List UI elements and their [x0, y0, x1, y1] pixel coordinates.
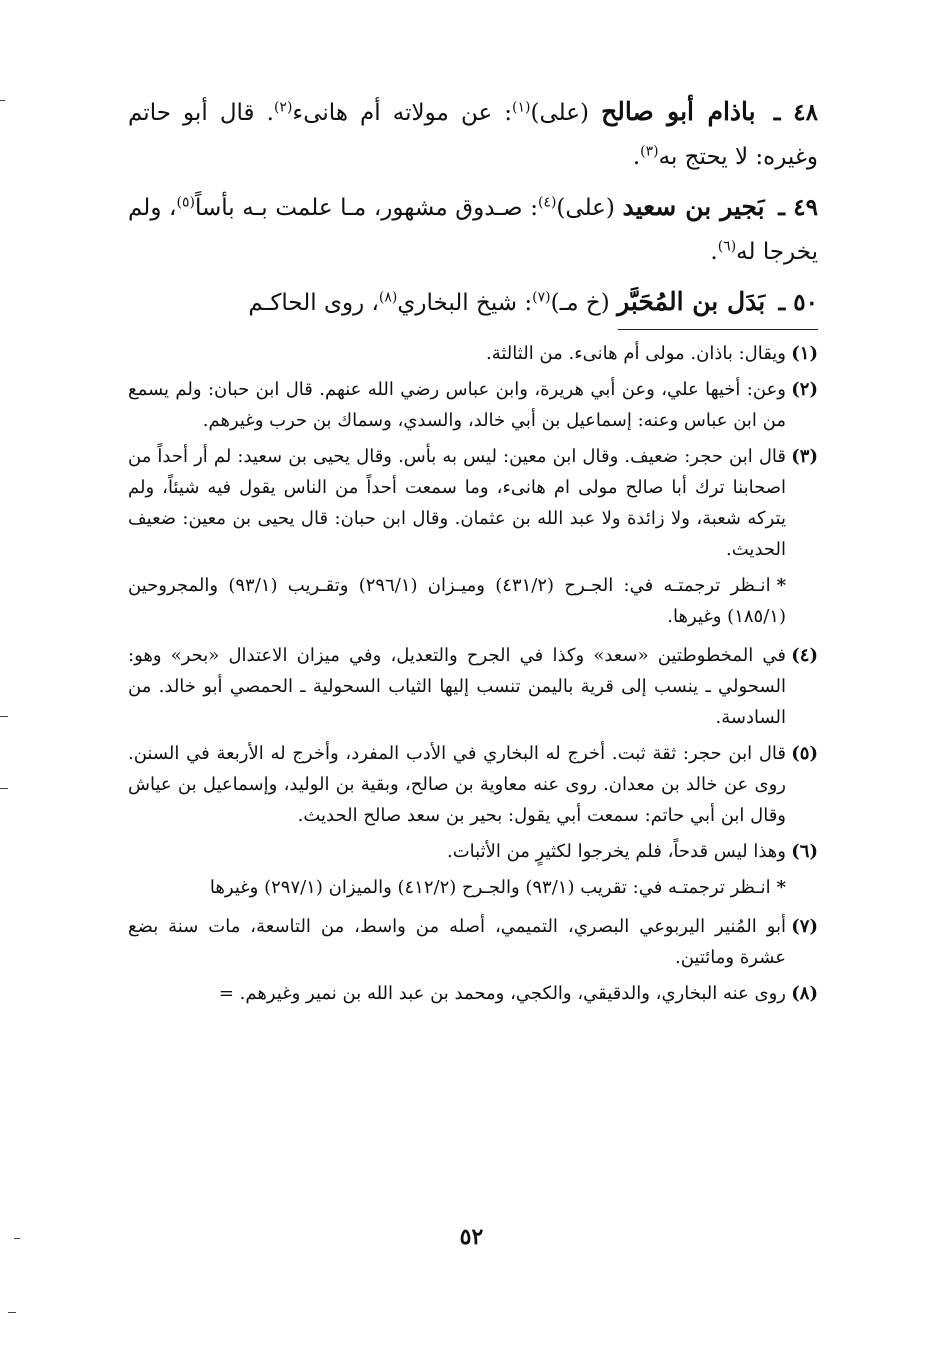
entry-text: ، روى الحاكـم: [248, 290, 379, 316]
biography-entry-49: [128, 185, 818, 274]
footnote-ref-7[interactable]: (٧): [532, 289, 551, 306]
footnote-3-references: [128, 570, 818, 632]
footnote-mark: (٦): [791, 841, 818, 862]
narrator-tag: (خ مـ): [550, 290, 610, 316]
entry-text: ، ولم يخرجا له: [128, 195, 818, 265]
footnote-text: قال ابن حجر: ضعيف. وقال ابن معين: ليس به بأس. وقال يحيى بن سعيد: لم أر أحداً من اصحابنا ترك أبا صالح مولى ام هانىء، وما سمعت أحداً من الناس يقول فيه شيئاً، ولم يتركه شعبة، ولا زائدة ولا عبد الله بن عثمان. وقال ابن حبان: قال يحيى بن معين: ضعيف الحديث.: [128, 446, 786, 560]
entry-text: .: [632, 144, 641, 170]
footnote-ref-4[interactable]: (٤): [537, 194, 557, 211]
footnote-ref-3[interactable]: (٣): [640, 143, 659, 160]
biography-entry-50: [128, 280, 818, 325]
narrator-name: بَجير بن سعيد: [622, 192, 765, 221]
footnote-ref-1[interactable]: (١): [512, 99, 531, 116]
footnote-ref-2[interactable]: (٢): [273, 99, 293, 116]
footnote-text: في المخطوطتين «سعد» وكذا في الجرح والتعديل، وفي ميزان الاعتدال «بحر» وهو: السحولي ـ ينسب إلى قرية باليمن تنسب إليها الثياب السحولية ـ الحمصي أبو خالد. من السادسة.: [128, 645, 786, 728]
footnote-text: وعن: أخيها علي، وعن أبي هريرة، وابن عباس رضي الله عنهم. قال ابن حبان: ولم يسمع من ابن عباس وعنه: إسماعيل بن أبي خالد، والسدي، وسماك بن حرب وغيرهم.: [128, 379, 786, 431]
footnote-mark: (٣): [791, 446, 818, 467]
entry-text: : عن مولاته أم هانىء: [292, 100, 513, 126]
footnote-mark: (١): [791, 343, 818, 364]
footnote-mark: (٢): [791, 379, 818, 400]
footnote-5: [128, 738, 818, 831]
entry-number: ٤٨ ـ: [773, 99, 818, 126]
footnote-text: انـظر ترجمتـه في: الجـرح (٤٣١/٢) وميـزان (٢٩٦/١) وتقـريب (٩٣/١) والمجروحين (١٨٥/١) وغيرها.: [128, 575, 786, 627]
footnote-6: [128, 836, 818, 867]
footnote-text: روى عنه البخاري، والدقيقي، والكجي، ومحمد بن عبد الله بن نمير وغيرهم. =: [218, 983, 786, 1004]
footnote-ref-5[interactable]: (٥): [176, 194, 195, 211]
footnote-3: [128, 441, 818, 565]
footnote-ref-6[interactable]: (٦): [717, 238, 737, 255]
footnote-text: أبو المُنير اليربوعي البصري، التميمي، أصله من واسط، من التاسعة، مات سنة بضع عشرة ومائتين.: [128, 916, 786, 968]
scan-margin-mark: [8, 1312, 16, 1313]
biography-entry-48: [128, 90, 818, 179]
entry-text: . قال أبو حاتم وغيره: لا يحتج به: [128, 100, 818, 170]
entry-number: ٥٠ ـ: [778, 289, 818, 316]
narrator-tag: (على): [530, 100, 589, 126]
footnote-mark: (٥): [791, 743, 818, 764]
scan-margin-mark: [0, 100, 5, 101]
narrator-name: بَدَل بن المُحَبَّر: [617, 287, 766, 316]
footnote-text: ويقال: باذان. مولى أم هانىء. من الثالثة.: [486, 343, 786, 364]
scan-margin-mark: [0, 716, 8, 717]
footnote-text: قال ابن حجر: ثقة ثبت. أخرج له البخاري في الأدب المفرد، وأخرج له الأربعة في السنن. روى عن خالد بن معدان. روى عنه معاوية بن صالح، وبقية بن الوليد، وإسماعيل بن عياش وقال ابن أبي حاتم: سمعت أبي يقول: بحير بن سعد صالح الحديث.: [128, 743, 786, 826]
footnote-mark: (٧): [791, 916, 818, 937]
footnote-7: [128, 911, 818, 973]
footnote-mark: (٨): [791, 983, 818, 1004]
footnote-6-references: [128, 872, 818, 903]
asterisk-mark: *: [776, 575, 786, 596]
entry-text: .: [710, 239, 718, 265]
page-number: ٥٢: [459, 1224, 484, 1250]
footnote-text: انـظر ترجمتـه في: تقريب (٩٣/١) والجـرح (٤١٢/٢) والميزان (٢٩٧/١) وغيرها: [209, 877, 771, 898]
entry-number: ٤٩ ـ: [778, 194, 819, 221]
scan-margin-mark: [14, 1238, 20, 1239]
entry-text: : صـدوق مشهور، مـا علمت بـه بأساً: [194, 195, 538, 221]
narrator-tag: (على): [556, 195, 615, 221]
entry-text: : شيخ البخاري: [397, 290, 533, 316]
narrator-name: باذام أبو صالح: [601, 97, 756, 126]
footnote-4: [128, 640, 818, 733]
footnote-1: [128, 338, 818, 369]
footnote-ref-8[interactable]: (٨): [378, 289, 398, 306]
scan-margin-mark: [0, 788, 8, 789]
asterisk-mark: *: [776, 877, 786, 898]
footnote-text: وهذا ليس قدحاً، فلم يخرجوا لكثيرٍ من الأثبات.: [447, 841, 786, 862]
footnote-separator: [618, 329, 818, 330]
footnote-8: [128, 978, 818, 1009]
book-page: [128, 90, 818, 1340]
footnote-2: [128, 374, 818, 436]
footnote-mark: (٤): [791, 645, 818, 666]
